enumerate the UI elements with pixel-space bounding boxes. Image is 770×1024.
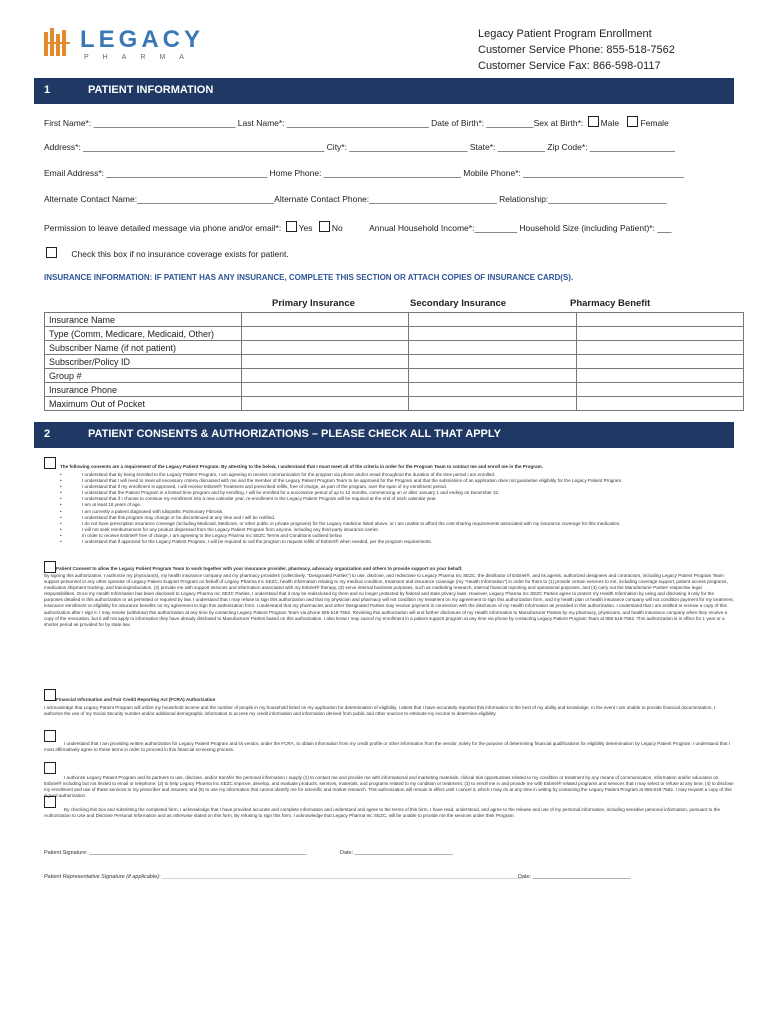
list-item: • I am currently a patient diagnosed with Idiopathic Pulmonary Fibrosis.: [82, 509, 732, 515]
consent-financial-title: Financial Information and Fair Credit Reporting Act (FCRA) Authorization: [56, 697, 216, 702]
insurance-table: [44, 312, 744, 411]
consent-financial-checkbox[interactable]: [44, 689, 56, 701]
row-label: Group #: [45, 369, 242, 383]
consent-support-checkbox[interactable]: [44, 561, 56, 573]
consent-marketing-body: I authorize Legacy Patient Program and its partners to use, disclose, and/or transfer the personal information I supply (1) to contact me and provide me with informational and marketing materials, clinical trial opportunities related to my condition or treatment by any means of communication, information and/or education on Esbriet® including but not limited to email or telephone; (2) to help Legacy Pharma Inc SEZC improve, develop, and evaluate products, services, materials, and programs related to my condition or treatment; (3) to enroll me in and provide me with Esbriet® related programs and services that I may select or refuse at any time; (4) to disclose my enrollment and use of these services to my prescriber and insurers; and (5) to use my information that cannot identify me for scientific and market research. This authorization will remain in effect until I cancel it, which I may do at any time in writing by contacting the Legacy Patient Program at 855-518-7562. I may request a copy of this signed authorization.: [44, 775, 734, 799]
table-row: [45, 313, 744, 327]
table-row: [45, 369, 744, 383]
table-row: [45, 327, 744, 341]
permission-row: [44, 221, 672, 233]
logo-mark-icon: [44, 28, 70, 56]
secondary-cell[interactable]: [409, 313, 576, 327]
service-phone: Customer Service Phone: 855-518-7562: [478, 44, 675, 56]
secondary-cell[interactable]: [409, 383, 576, 397]
primary-cell[interactable]: [242, 313, 409, 327]
list-item: • I understand that this program may change or be discontinued at any time and I will be notified.: [82, 515, 732, 521]
no-insurance-checkbox[interactable]: [46, 247, 57, 258]
section-header-patient-info: [34, 78, 734, 104]
list-item: • I understand that if I choose to continue my enrollment into a new calendar year, re-enrollment in the Legacy Patient Program will be required at the end of each calendar year.: [82, 496, 732, 502]
form-title: Legacy Patient Program Enrollment: [478, 28, 652, 40]
secondary-cell[interactable]: [409, 327, 576, 341]
patient-signature-date[interactable]: Date: ________________________________: [340, 850, 453, 856]
row-label: Insurance Name: [45, 313, 242, 327]
service-fax: Customer Service Fax: 866-598-0117: [478, 60, 661, 72]
patient-signature-field[interactable]: Patient Signature: _______________________________________________________________________: [44, 850, 307, 856]
consent-program-intro: The following consents are a requirement of the Legacy Patient Program. By attesting to the below, I understand that I must meet all of the criteria in order for the Program Team to contact me and enroll me in the Program.: [60, 464, 543, 469]
section-header-consents: [34, 422, 734, 448]
table-row: [45, 397, 744, 411]
no-label: No: [331, 223, 343, 233]
no-insurance-label: Check this box if no insurance coverage exists for patient.: [71, 249, 289, 259]
consent-support-title: Patient Consent to allow the Legacy Patient Program Team to work together with your insurance provider, pharmacy, advocacy organization and others to provide support on your behalf.: [56, 566, 463, 571]
income-household-fields[interactable]: Annual Household Income*:_________ Household Size (including Patient)*: ___: [369, 223, 672, 233]
pharmacy-cell[interactable]: [576, 369, 743, 383]
list-item: • I understand that by being enrolled to the Legacy Patient Program, I am agreeing to receive communication for the program via phone and/or email throughout the duration of the time period I am enrolled.: [82, 472, 732, 478]
representative-signature-field[interactable]: Patient Representative Signature (if applicable): ______________________________________________________________________________________________________________________: [44, 874, 523, 880]
primary-cell[interactable]: [242, 341, 409, 355]
primary-cell[interactable]: [242, 383, 409, 397]
list-item: • I understand that if approved for the Legacy Patient Program, I will be required to call the program to request refills of Esbriet® when needed, per the program requirements.: [82, 539, 732, 545]
row-label: Maximum Out of Pocket: [45, 397, 242, 411]
row-label: Insurance Phone: [45, 383, 242, 397]
list-item: • I understand that I will need to meet all necessary criteria discussed with me and the member of the Legacy Patient Program Team to be approved for the Program and that the submission of an application does not guarantee eligibility for the Legacy Patient Program.: [82, 478, 732, 484]
table-row: [45, 383, 744, 397]
table-row: [45, 341, 744, 355]
consent-program-checkbox[interactable]: [44, 457, 56, 469]
yes-label: Yes: [298, 223, 313, 233]
male-label: Male: [600, 118, 620, 128]
pharmacy-cell[interactable]: [576, 341, 743, 355]
list-item: • In order to receive Esbriet® free of charge, I am agreeing to the Legacy Pharma Inc SEZC Terms and Conditions outlined below.: [82, 533, 732, 539]
consent-fcra-body: I understand that I am providing written authorization for Legacy Patient Program and its vendor, under the FCRA, to obtain information from my credit profile or other information from the vendor, solely for the purpose of determining financial qualifications for eligibility determination by Legacy Patient Program. I understand that I must affirmatively agree to these terms in order to proceed in this financial screening process.: [44, 741, 730, 753]
list-item: • I understand that if my enrollment is approved, I will receive Esbriet® Treatment and prescribed refills, free of charge, as part of the program, over the span of my enrollment period.: [82, 484, 732, 490]
representative-signature-date[interactable]: Date: ________________________________: [518, 874, 631, 880]
header-info: [478, 26, 675, 74]
consent-bullet-list: [82, 472, 732, 545]
legacy-logo: [44, 28, 204, 70]
yes-checkbox[interactable]: [286, 221, 297, 232]
section-title: PATIENT CONSENTS & AUTHORIZATIONS – PLEASE CHECK ALL THAT APPLY: [88, 428, 501, 440]
secondary-cell[interactable]: [409, 397, 576, 411]
section-title: PATIENT INFORMATION: [88, 84, 214, 96]
name-dob-fields[interactable]: First Name*: ______________________________ Last Name*: ______________________________ Date of Birth*: __________Sex at Birth*:: [44, 118, 584, 128]
no-checkbox[interactable]: [319, 221, 330, 232]
col-pharmacy-benefit: Pharmacy Benefit: [570, 298, 651, 309]
name-row: [44, 116, 669, 128]
secondary-cell[interactable]: [409, 341, 576, 355]
primary-cell[interactable]: [242, 397, 409, 411]
primary-cell[interactable]: [242, 327, 409, 341]
pharmacy-cell[interactable]: [576, 355, 743, 369]
logo-subtitle: PHARMA: [84, 54, 198, 61]
male-checkbox[interactable]: [588, 116, 599, 127]
row-label: Subscriber Name (if not patient): [45, 341, 242, 355]
pharmacy-cell[interactable]: [576, 327, 743, 341]
table-row: [45, 355, 744, 369]
consent-marketing-checkbox[interactable]: [44, 762, 56, 774]
permission-label: Permission to leave detailed message via phone and/or email*:: [44, 223, 282, 233]
address-row[interactable]: Address*: ___________________________________________________ City*: _________________________ State*: __________ Zip Code*: __________________: [44, 142, 676, 152]
row-label: Type (Comm, Medicare, Medicaid, Other): [45, 327, 242, 341]
consent-support-body: By signing this authorization, I authorize my physician(s), my health insurance company and my pharmacy providers (collectively, "Designated Parties") to use, disclose, and redisclose to Legacy Pharma Inc SEZC, the distributor of Esbriet®, and its agents, authorized designees and contractors, including Legacy Patient Program Team support personnel or any other operator of Legacy Patient Support Program on behalf of Legacy Pharma Inc SEZC, health information relating to my medical condition, treatment and insurance coverage (my "Health Information") in order for them to (1) provide certain services to me, including coverage support, patient access programs, medication shipment tracking, and training/education, (2) provide me with support services and information associated with my Esbriet® therapy, (3) serve internal business purposes, such as marketing research, internal financial reporting and operational purposes, and (4) carry out the Manufacturer Parties' respective legal responsibilities. Once my Health Information has been disclosed to Legacy Pharma Inc SEZC Parties, I understand that it may be redisclosed by them and no longer protected by federal and state privacy laws. However, Legacy Pharma Inc SEZC Parties agree to protect my Health Information by using and disclosing it only for the purposes detailed in this authorization or as permitted or required by law. I understand that I may refuse to sign this authorization and that my physician and pharmacy will not condition my treatment on my agreement to sign this authorization form, and my health plan or health insurance company will not condition payment for my treatment, insurance enrollment or eligibility for insurance benefits on my agreement to sign this authorization form. I understand that my pharmacies and other Designated Parties may receive payment in connection with the disclosure of my Health Information as provided in this authorization. I understand that I am entitled to receive a copy of this authorization after I sign it. I may revoke (withdraw) this authorization at any time by contacting Legacy Patient Program Team via phone 855-518-7562. Revoking this authorization will end further disclosure of my Health Information to Manufacturer Parties by my pharmacy, physicians, and health insurance company when they receive a copy of the revocation, but it will not apply to information they have already disclosed to Manufacturer Parties based on this authorization. I also know I may cancel my enrollment in a patient support program at any time via phone by contacting Legacy Patient Program Team at 855-518-7562. This authorization is in effect for 1 year or a shorter period as provided for by state law.: [44, 573, 734, 627]
female-label: Female: [640, 118, 669, 128]
consent-financial-body: I acknowledge that Legacy Patient Program will utilize my household income and the number of people in my household listed on my application for determination of eligibility. I attest that I have accurately reported this information to the best of my ability and knowledge. In the event I am unable to provide financial documentation, I authorize the use of my Social Security number and/or additional demographic information to access my credit information and information derived from public and other sources to estimate my income to determine eligibility.: [44, 705, 716, 717]
consent-attest-body: By checking this box and submitting the completed form, I acknowledge that I have provided accurate and complete information and understand and agree to the terms of this form. I have read, understood, and agree to the release and use of my personal information, including sensitive personal information, pursuant to the Authorization to Use and Disclose Personal Information and as otherwise stated on this form. By refusing to sign this form, I acknowledge that Legacy Pharma Inc SEZC, will be unable to provide me the services under their Program.: [44, 807, 721, 819]
secondary-cell[interactable]: [409, 369, 576, 383]
col-secondary-insurance: Secondary Insurance: [410, 298, 507, 309]
primary-cell[interactable]: [242, 369, 409, 383]
row-label: Subscriber/Policy ID: [45, 355, 242, 369]
pharmacy-cell[interactable]: [576, 383, 743, 397]
pharmacy-cell[interactable]: [576, 313, 743, 327]
list-item: • I am at least 18 years of age.: [82, 502, 732, 508]
insurance-heading: INSURANCE INFORMATION: IF PATIENT HAS ANY INSURANCE, COMPLETE THIS SECTION OR ATTACH COPIES OF INSURANCE CARD(S).: [44, 273, 574, 282]
logo-wordmark: LEGACY: [80, 26, 205, 53]
list-item: • I understand that the Patient Program is a limited time program and by enrolling, I will be enrolled for a successive period of up to 12 months, commencing on or after January 1 and ending on December 31.: [82, 490, 732, 496]
female-checkbox[interactable]: [627, 116, 638, 127]
list-item: • I do not have prescription insurance coverage (including Medicaid, Medicare, or other public or private programs) for the Legacy medicine listed above, or I am unable to afford the cost-sharing requirements associated with my insurance coverage for this medication.: [82, 521, 732, 527]
alternate-contact-row[interactable]: Alternate Contact Name:_____________________________Alternate Contact Phone:___________________________ Relationship:_________________________: [44, 194, 667, 204]
contact-row[interactable]: Email Address*: __________________________________ Home Phone: _____________________________ Mobile Phone*: __________________________________: [44, 168, 684, 178]
secondary-cell[interactable]: [409, 355, 576, 369]
pharmacy-cell[interactable]: [576, 397, 743, 411]
primary-cell[interactable]: [242, 355, 409, 369]
col-primary-insurance: Primary Insurance: [272, 298, 355, 309]
section-number: 2: [44, 428, 51, 440]
section-number: 1: [44, 84, 51, 96]
no-insurance-row: [44, 247, 289, 259]
list-item: • I will not seek reimbursement for any product dispensed from the Legacy Patient Program from anyone, including any third-party insurance carrier.: [82, 527, 732, 533]
